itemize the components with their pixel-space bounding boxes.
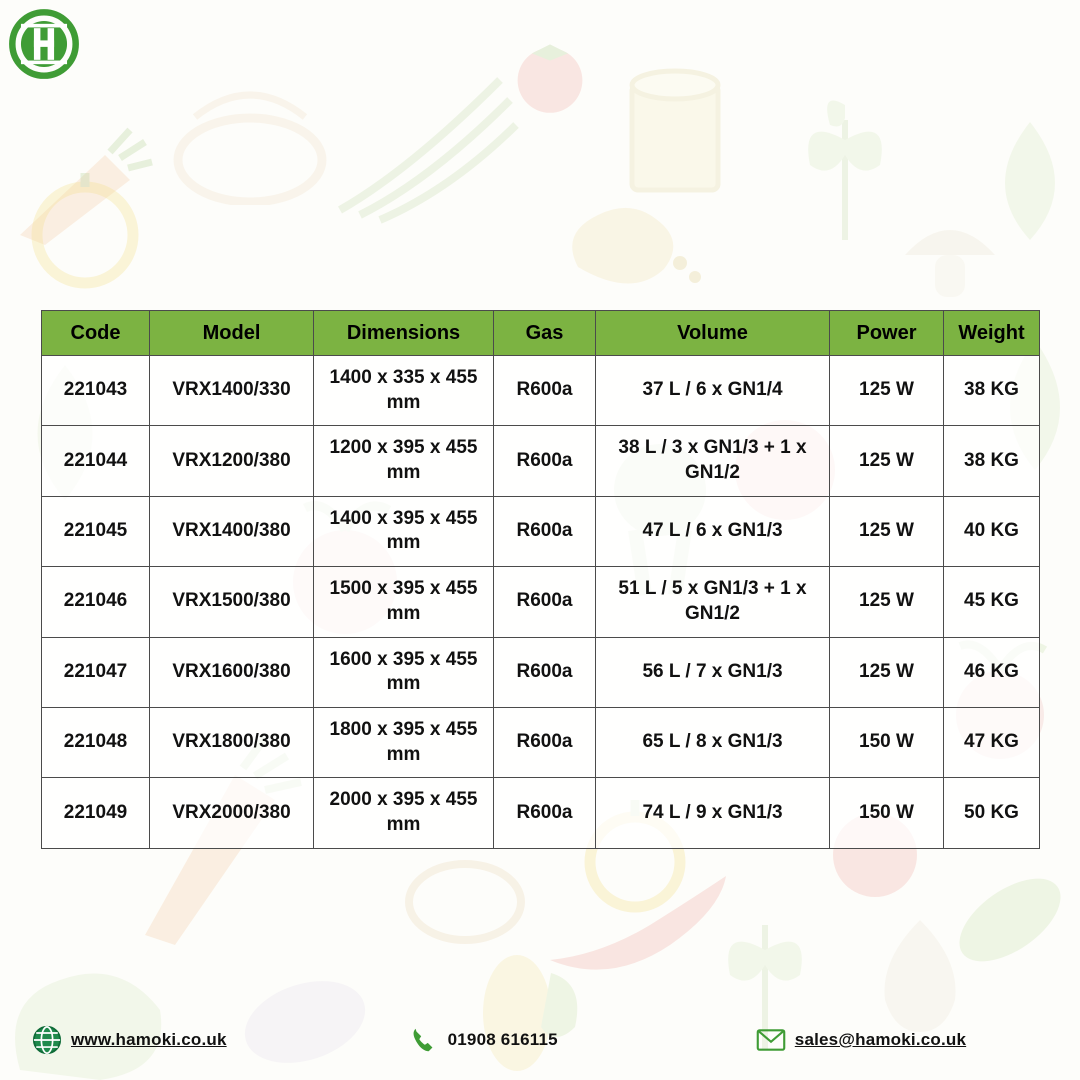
cell-dimensions: 1500 x 395 x 455 mm [314,567,494,637]
spring-onion-illustration [320,60,520,230]
column-header-gas: Gas [494,311,596,356]
column-header-weight: Weight [944,311,1040,356]
cell-code: 221044 [42,426,150,496]
cell-gas: R600a [494,496,596,566]
cell-power: 125 W [830,496,944,566]
cell-gas: R600a [494,567,596,637]
cell-volume: 65 L / 8 x GN1/3 [596,707,830,777]
cell-model: VRX1500/380 [150,567,314,637]
cell-power: 150 W [830,778,944,848]
cell-power: 125 W [830,356,944,426]
table-row [42,778,1040,848]
cell-weight: 38 KG [944,426,1040,496]
cell-weight: 45 KG [944,567,1040,637]
cell-gas: R600a [494,426,596,496]
email-contact[interactable] [756,1025,966,1055]
cell-model: VRX1800/380 [150,707,314,777]
column-header-dimensions: Dimensions [314,311,494,356]
cell-power: 125 W [830,567,944,637]
cell-volume: 38 L / 3 x GN1/3 + 1 x GN1/2 [596,426,830,496]
column-header-volume: Volume [596,311,830,356]
table-row [42,426,1040,496]
cucumber-illustration [935,845,1080,995]
phone-icon [409,1025,439,1055]
phone-contact[interactable] [409,1025,558,1055]
cell-code: 221047 [42,637,150,707]
bell-pepper-illustration [20,165,150,295]
cell-volume: 74 L / 9 x GN1/3 [596,778,830,848]
cell-dimensions: 1400 x 335 x 455 mm [314,356,494,426]
cell-gas: R600a [494,356,596,426]
column-header-model: Model [150,311,314,356]
cell-weight: 40 KG [944,496,1040,566]
cell-volume: 37 L / 6 x GN1/4 [596,356,830,426]
phone-label: 01908 616115 [447,1030,558,1049]
hamoki-logo [8,8,80,80]
website-contact[interactable] [32,1025,227,1055]
table-header-row [42,311,1040,356]
cell-weight: 38 KG [944,356,1040,426]
website-label: www.hamoki.co.uk [71,1030,227,1049]
table-row [42,496,1040,566]
cell-power: 125 W [830,426,944,496]
cell-weight: 50 KG [944,778,1040,848]
cell-code: 221046 [42,567,150,637]
specifications-table-container [41,310,1039,849]
column-header-code: Code [42,311,150,356]
column-header-power: Power [830,311,944,356]
leaf-illustration [975,110,1080,250]
cell-dimensions: 1200 x 395 x 455 mm [314,426,494,496]
cell-model: VRX1200/380 [150,426,314,496]
cell-dimensions: 1400 x 395 x 455 mm [314,496,494,566]
peanut-illustration [560,175,720,305]
cell-code: 221048 [42,707,150,777]
cell-code: 221045 [42,496,150,566]
cell-weight: 47 KG [944,707,1040,777]
specifications-table [41,310,1040,849]
cell-gas: R600a [494,778,596,848]
globe-icon [32,1025,62,1055]
table-row [42,567,1040,637]
cell-model: VRX1400/330 [150,356,314,426]
cell-power: 150 W [830,707,944,777]
cell-volume: 47 L / 6 x GN1/3 [596,496,830,566]
cell-dimensions: 2000 x 395 x 455 mm [314,778,494,848]
envelope-icon [756,1025,786,1055]
cell-gas: R600a [494,637,596,707]
contact-footer [0,1016,1080,1064]
cell-dimensions: 1600 x 395 x 455 mm [314,637,494,707]
cell-power: 125 W [830,637,944,707]
cell-weight: 46 KG [944,637,1040,707]
cell-volume: 51 L / 5 x GN1/3 + 1 x GN1/2 [596,567,830,637]
cell-model: VRX1400/380 [150,496,314,566]
cell-code: 221043 [42,356,150,426]
cell-gas: R600a [494,707,596,777]
cell-model: VRX2000/380 [150,778,314,848]
cell-code: 221049 [42,778,150,848]
cell-model: VRX1600/380 [150,637,314,707]
cell-dimensions: 1800 x 395 x 455 mm [314,707,494,777]
cell-volume: 56 L / 7 x GN1/3 [596,637,830,707]
table-row [42,637,1040,707]
table-row [42,356,1040,426]
email-label: sales@hamoki.co.uk [794,1030,967,1049]
table-row [42,707,1040,777]
onion-illustration [155,55,345,205]
